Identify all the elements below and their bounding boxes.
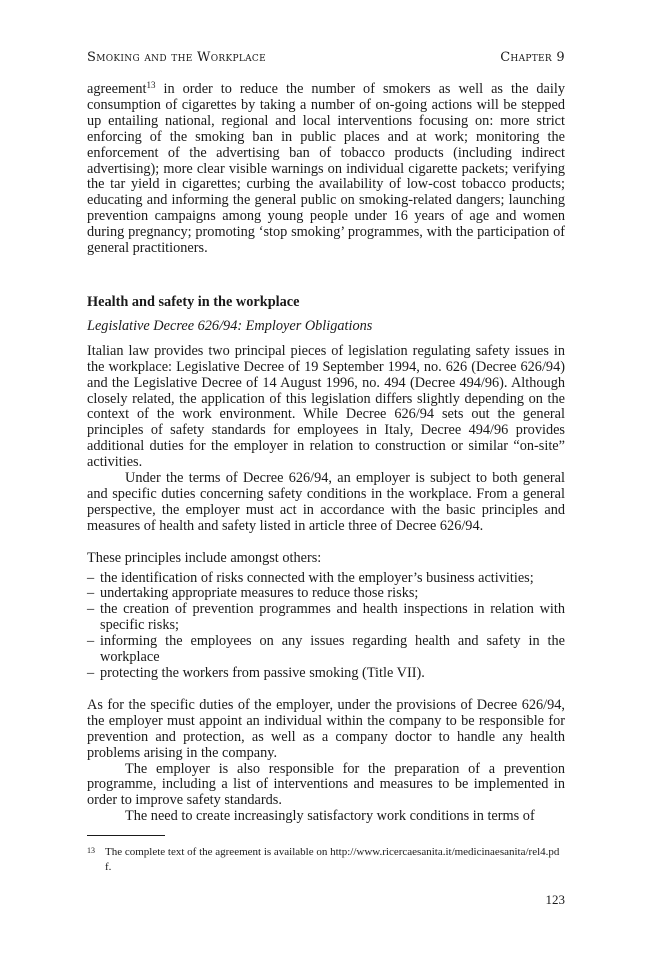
paragraph-work-conditions: The need to create increasingly satisfactory work conditions in terms of: [125, 808, 535, 825]
running-header-chapter: Chapter 9: [500, 50, 565, 65]
list-item: – the identification of risks connected with the employer’s business activities;: [87, 571, 565, 587]
principles-list: [87, 571, 565, 682]
running-header-title: Smoking and the Workplace: [87, 50, 266, 65]
footnote-text: The complete text of the agreement is available on http://www.ricercaesanita.it/medicinaesanita/rel4.pdf.: [105, 846, 560, 873]
paragraph-agreement-text: in order to reduce the number of smokers as well as the daily consumption of cigarettes by taking a number of on-going actions will be stepped up entailing national, regional and local interventions focusing on: more strict enforcing of the smoking ban in public places and at work; monitoring the enforcement of the advertising ban of tobacco products (including indirect advertising); more clear visible warnings on individual cigarette packets; verifying the tar yield in cigarettes; curbing the availability of low-cost tobacco products; educating and informing the general public on smoking-related dangers; launching prevention campaigns among young people under 16 years of age and women during pregnancy; promoting ‘stop smoking’ programmes, with the participation of general practitioners.: [87, 81, 565, 257]
page-number: 123: [545, 892, 565, 907]
paragraph-agreement-lead: agreement: [87, 81, 147, 97]
footnote-rule: [87, 835, 165, 836]
paragraph-employer-duties: Under the terms of Decree 626/94, an employer is subject to both general and specific duties concerning safety conditions in the workplace. From a general perspective, the employer must act in accordance with the basic principles and measures of health and safety listed in article three of Decree 626/94.: [87, 470, 565, 534]
section-heading: Health and safety in the workplace: [87, 293, 300, 310]
paragraph-italian-law: Italian law provides two principal pieces of legislation regulating safety issues in the workplace: Legislative Decree of 19 September 1994, no. 626 (Decree 626/94) and the Legislative Decree of 14 August 1996, no. 494 (Decree 494/96). Although closely related, the application of this legislation differs slightly depending on the context of the work environment. While Decree 626/94 sets out the general principles of safety standards for employees in Italy, Decree 494/96 provides additional duties for the employer in relation to construction or similar “on-site” activities.: [87, 342, 565, 471]
running-header: [87, 50, 565, 68]
list-item: – informing the employees on any issues regarding health and safety in the workplace: [87, 634, 565, 666]
list-intro: These principles include amongst others:: [87, 549, 322, 566]
list-item: – undertaking appropriate measures to reduce those risks;: [87, 586, 565, 602]
body-text: [87, 82, 565, 825]
list-item: – protecting the workers from passive smoking (Title VII).: [87, 666, 565, 682]
footnote: [87, 845, 565, 875]
footnote-reference: 13: [146, 80, 156, 90]
paragraph-prevention-programme: The employer is also responsible for the preparation of a prevention programme, including a list of interventions and measures to be implemented in order to improve safety standards.: [87, 760, 565, 809]
paragraph-specific-duties: As for the specific duties of the employer, under the provisions of Decree 626/94, the employer must appoint an individual within the company to be responsible for prevention and protection, as well as a company doctor to handle any health problems arising in the company.: [87, 696, 565, 761]
footnote-number: 13: [87, 846, 95, 855]
paragraph-agreement: [87, 82, 565, 257]
subsection-heading: Legislative Decree 626/94: Employer Obligations: [87, 317, 373, 334]
list-item: – the creation of prevention programmes and health inspections in relation with specific risks;: [87, 602, 565, 634]
